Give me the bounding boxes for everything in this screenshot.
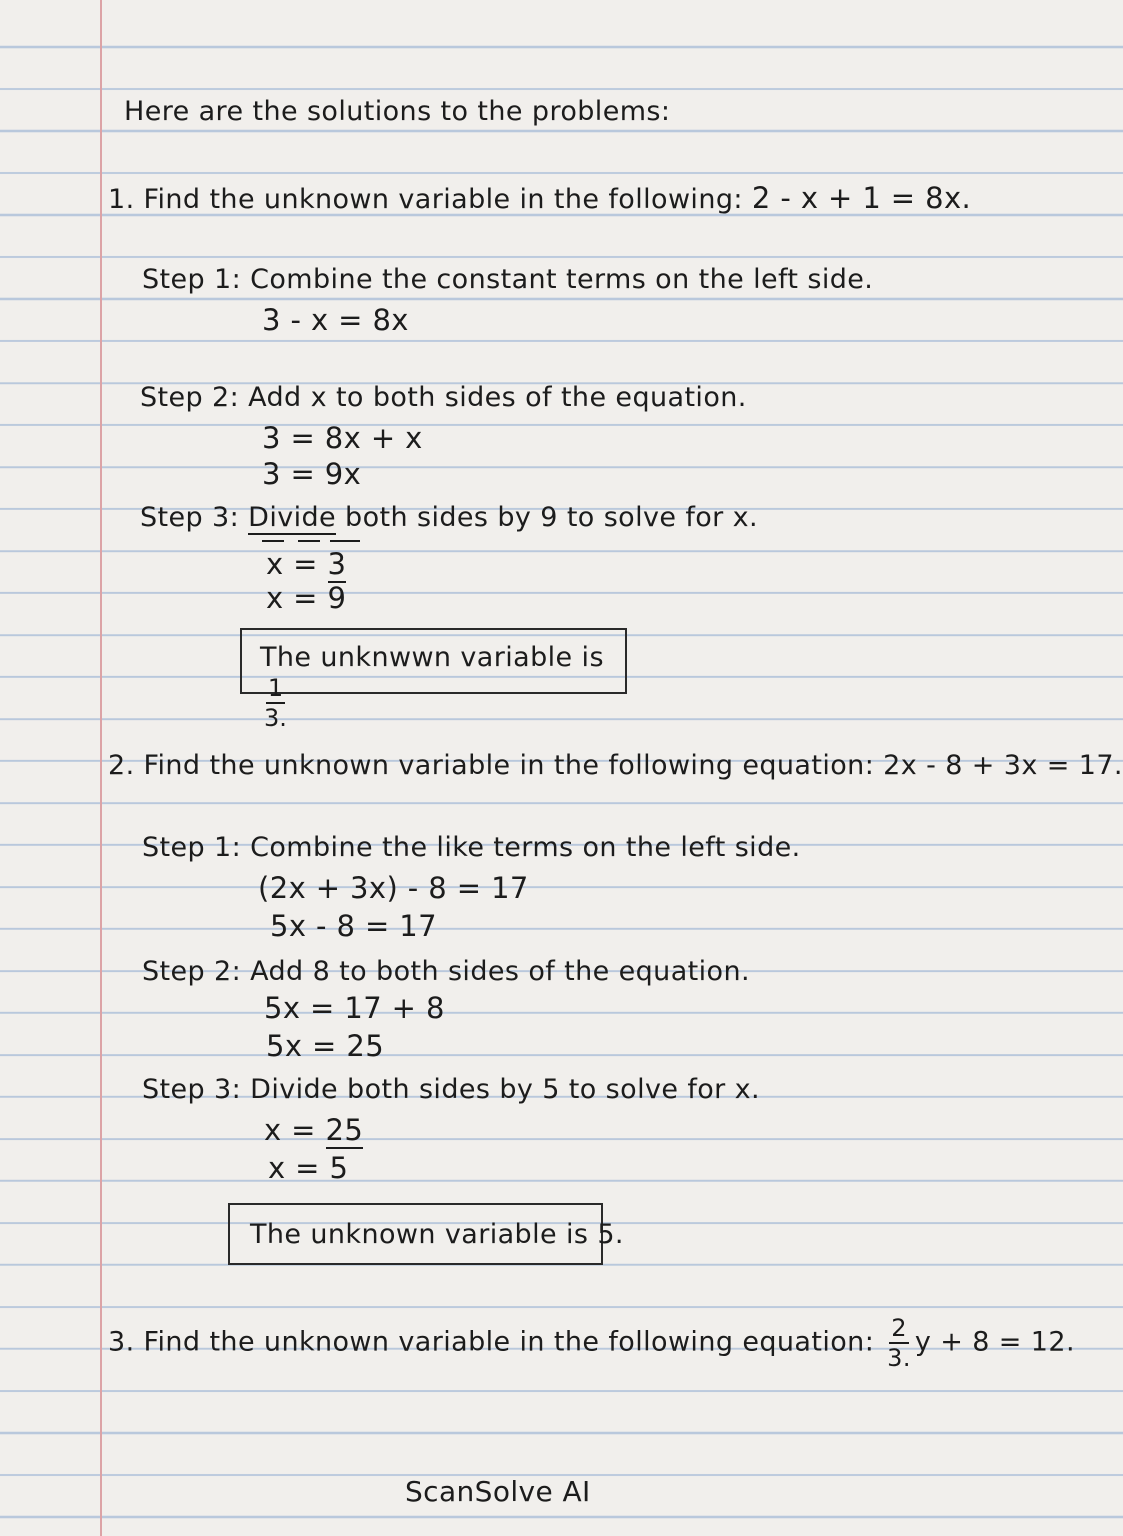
problem-1-step-3-equation-2: x = 9 — [266, 581, 347, 615]
problem-2-step-1-equation-2: 5x - 8 = 17 — [270, 909, 438, 943]
overline-mark — [298, 540, 320, 542]
problem-1-step-2-equation-1: 3 = 8x + x — [262, 421, 423, 455]
problem-1-step-3 — [140, 500, 758, 536]
problem-1-step-2 — [140, 380, 747, 416]
overline-mark — [330, 540, 360, 542]
eq-numerator: 3 — [327, 547, 347, 581]
step-text: Add x to both sides of the equation. — [248, 382, 747, 413]
fraction-numerator: 2 — [891, 1314, 907, 1342]
problem-3-fraction — [887, 1316, 911, 1370]
step-word-divide: Divide — [248, 502, 337, 533]
step-text: Add 8 to both sides of the equation. — [250, 956, 750, 987]
notebook-margin-line — [100, 0, 102, 1536]
problem-2-step-2 — [142, 954, 750, 990]
problem-2-step-3-equation-2: x = 5 — [268, 1151, 349, 1185]
problem-2-heading — [108, 748, 1123, 784]
step-text: Divide both sides by 5 to solve for x. — [250, 1074, 761, 1105]
problem-1-answer-box — [240, 628, 627, 732]
problem-3-heading — [108, 1316, 1075, 1370]
step-label: Step 3: — [142, 1074, 242, 1105]
answer-text: The unknown variable is 5. — [250, 1219, 624, 1250]
problem-2-step-1 — [142, 830, 801, 866]
problem-1-step-1 — [142, 262, 873, 298]
step-text: Combine the like terms on the left side. — [250, 832, 801, 863]
footer-brand: ScanSolve AI — [405, 1475, 591, 1508]
step-label: Step 2: — [142, 956, 242, 987]
problem-2-heading-text: 2. Find the unknown variable in the following equation: — [108, 750, 875, 781]
problem-1-heading — [108, 180, 971, 218]
problem-2-step-1-equation-1: (2x + 3x) - 8 = 17 — [258, 871, 529, 905]
problem-1-step-3-equation-1 — [266, 546, 346, 582]
problem-2-step-3 — [142, 1072, 760, 1108]
problem-1-heading-text: 1. Find the unknown variable in the following: — [108, 184, 743, 215]
step-text: Combine the constant terms on the left side. — [250, 264, 874, 295]
eq-numerator: 25 — [325, 1113, 364, 1147]
eq-lhs: x = — [264, 1113, 326, 1147]
problem-2-step-2-equation-1: 5x = 17 + 8 — [264, 991, 445, 1025]
problem-1-step-1-equation: 3 - x = 8x — [262, 303, 409, 337]
problem-1-equation: 2 - x + 1 = 8x. — [751, 181, 972, 215]
fraction-numerator: 1 — [267, 674, 284, 702]
problem-3-equation-rest: y + 8 = 12. — [914, 1326, 1075, 1358]
fraction-denominator: 3. — [887, 1344, 911, 1372]
overline-mark — [262, 540, 284, 542]
step-text: both sides by 9 to solve for x. — [345, 502, 759, 533]
problem-3-heading-text: 3. Find the unknown variable in the following equation: — [108, 1326, 875, 1358]
step-label: Step 1: — [142, 832, 242, 863]
step-label: Step 1: — [142, 264, 242, 295]
step-label: Step 3: — [140, 502, 240, 533]
problem-2-step-2-equation-2: 5x = 25 — [266, 1029, 385, 1063]
problem-2-answer-box — [228, 1203, 624, 1265]
intro-text: Here are the solutions to the problems: — [124, 96, 671, 127]
fraction-denominator: 3. — [264, 704, 287, 732]
problem-1-step-2-equation-2: 3 = 9x — [262, 457, 362, 491]
step-label: Step 2: — [140, 382, 240, 413]
problem-2-equation: 2x - 8 + 3x = 17. — [883, 750, 1123, 781]
answer-fraction — [264, 676, 287, 730]
eq-lhs: x = — [266, 547, 328, 581]
answer-text: The unknwwn variable is — [260, 642, 604, 673]
problem-2-step-3-equation-1 — [264, 1112, 363, 1148]
